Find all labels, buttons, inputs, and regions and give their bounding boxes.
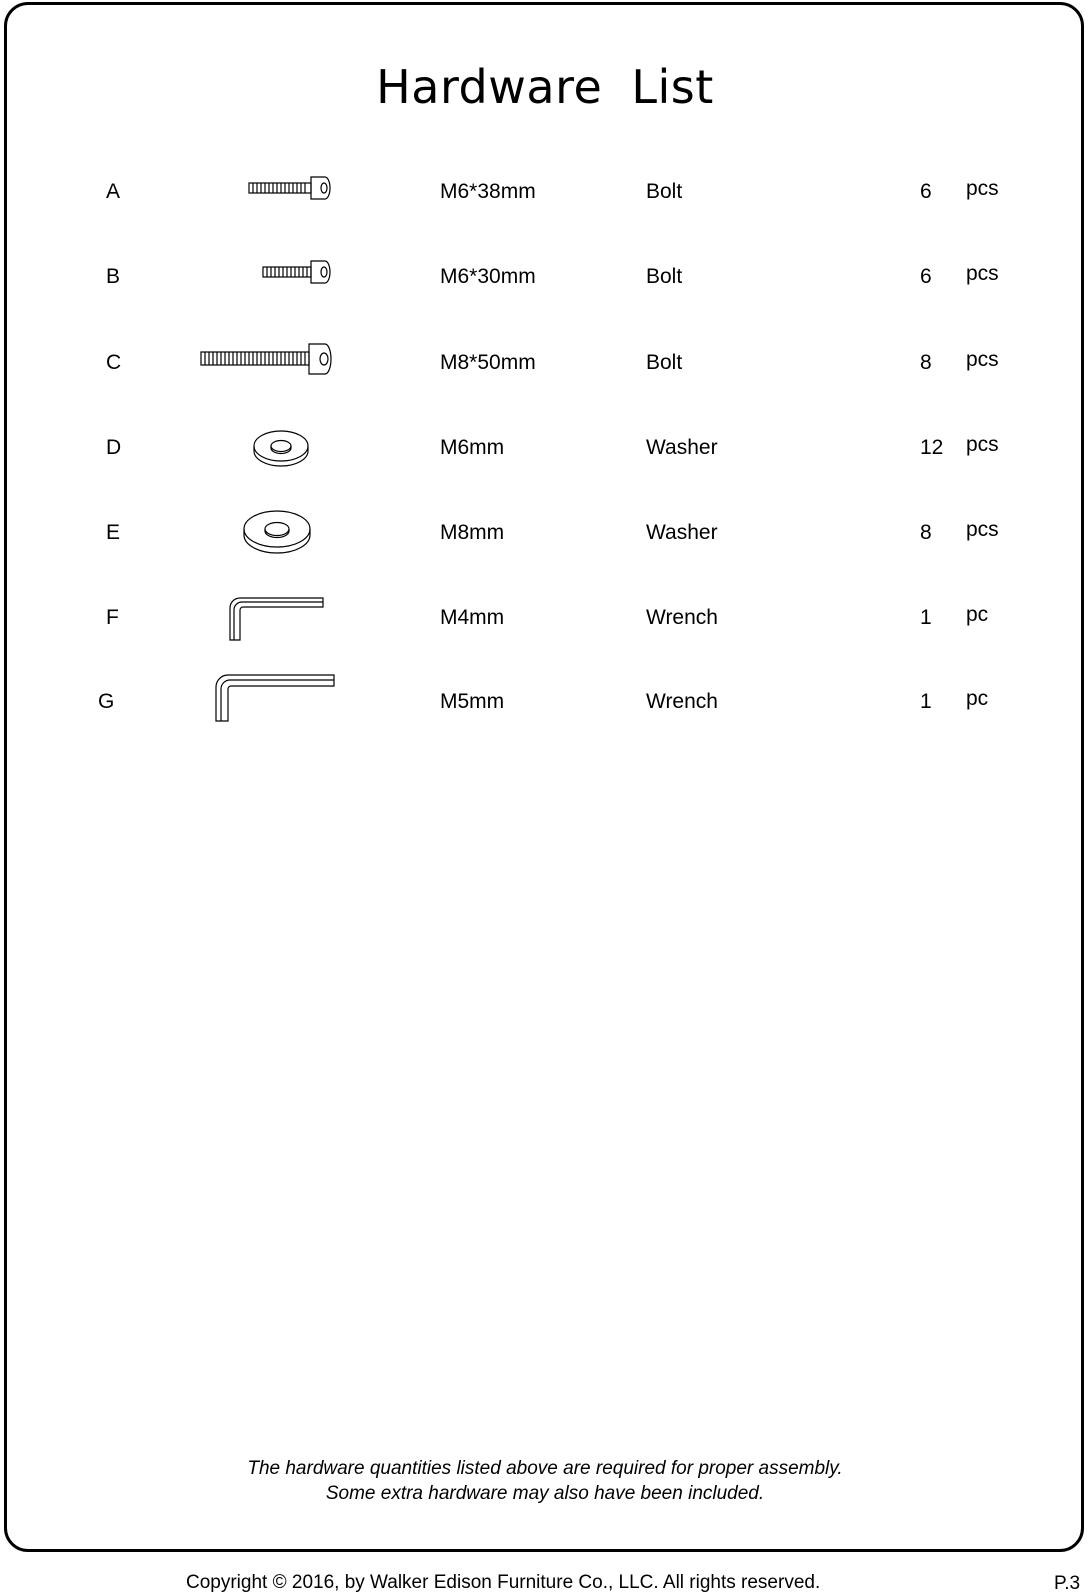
item-size: M4mm	[440, 606, 505, 629]
page-number: P.3	[1054, 1573, 1081, 1594]
item-size: M6mm	[440, 436, 505, 459]
washer-icon	[252, 428, 310, 470]
hardware-row-g	[0, 687, 1090, 750]
item-letter: A	[106, 180, 121, 203]
hardware-row-c	[0, 348, 1090, 411]
item-unit: pcs	[966, 177, 999, 200]
hardware-row-e	[0, 518, 1090, 581]
bolt-icon	[248, 174, 332, 202]
item-size: M6*38mm	[440, 180, 536, 203]
item-size: M5mm	[440, 690, 505, 713]
page-title: Hardware List	[376, 60, 714, 114]
hardware-row-f	[0, 603, 1090, 666]
item-letter: B	[106, 265, 121, 288]
item-letter: F	[106, 606, 119, 629]
item-size: M8*50mm	[440, 351, 536, 374]
item-type: Washer	[646, 521, 718, 544]
item-type: Bolt	[646, 351, 683, 374]
item-quantity: 12	[920, 436, 944, 459]
item-size: M8mm	[440, 521, 505, 544]
item-size: M6*30mm	[440, 265, 536, 288]
copyright-text: Copyright © 2016, by Walker Edison Furniture Co., LLC. All rights reserved.	[186, 1572, 821, 1593]
item-letter: D	[106, 436, 122, 459]
hardware-row-b	[0, 262, 1090, 325]
item-quantity: 1	[920, 690, 932, 713]
item-quantity: 6	[920, 180, 932, 203]
allen-wrench-icon	[228, 596, 328, 642]
item-unit: pc	[966, 603, 989, 626]
item-unit: pc	[966, 687, 989, 710]
washer-icon	[242, 508, 312, 558]
item-type: Bolt	[646, 180, 683, 203]
hardware-note	[0, 1456, 1090, 1506]
item-type: Bolt	[646, 265, 683, 288]
item-type: Wrench	[646, 690, 718, 713]
item-quantity: 8	[920, 521, 932, 544]
bolt-icon	[200, 341, 336, 377]
item-letter: E	[106, 521, 121, 544]
item-unit: pcs	[966, 433, 999, 456]
hardware-row-a	[0, 177, 1090, 240]
allen-wrench-icon	[214, 673, 338, 723]
item-quantity: 1	[920, 606, 932, 629]
note-line-1: The hardware quantities listed above are required for proper assembly.	[247, 1458, 843, 1479]
bolt-icon	[262, 258, 332, 286]
item-unit: pcs	[966, 262, 999, 285]
item-type: Washer	[646, 436, 718, 459]
item-quantity: 6	[920, 265, 932, 288]
item-type: Wrench	[646, 606, 718, 629]
item-quantity: 8	[920, 351, 932, 374]
item-unit: pcs	[966, 518, 999, 541]
item-unit: pcs	[966, 348, 999, 371]
hardware-row-d	[0, 433, 1090, 496]
note-line-2: Some extra hardware may also have been included.	[325, 1483, 765, 1504]
item-letter: C	[106, 351, 122, 374]
item-letter: G	[98, 690, 115, 713]
